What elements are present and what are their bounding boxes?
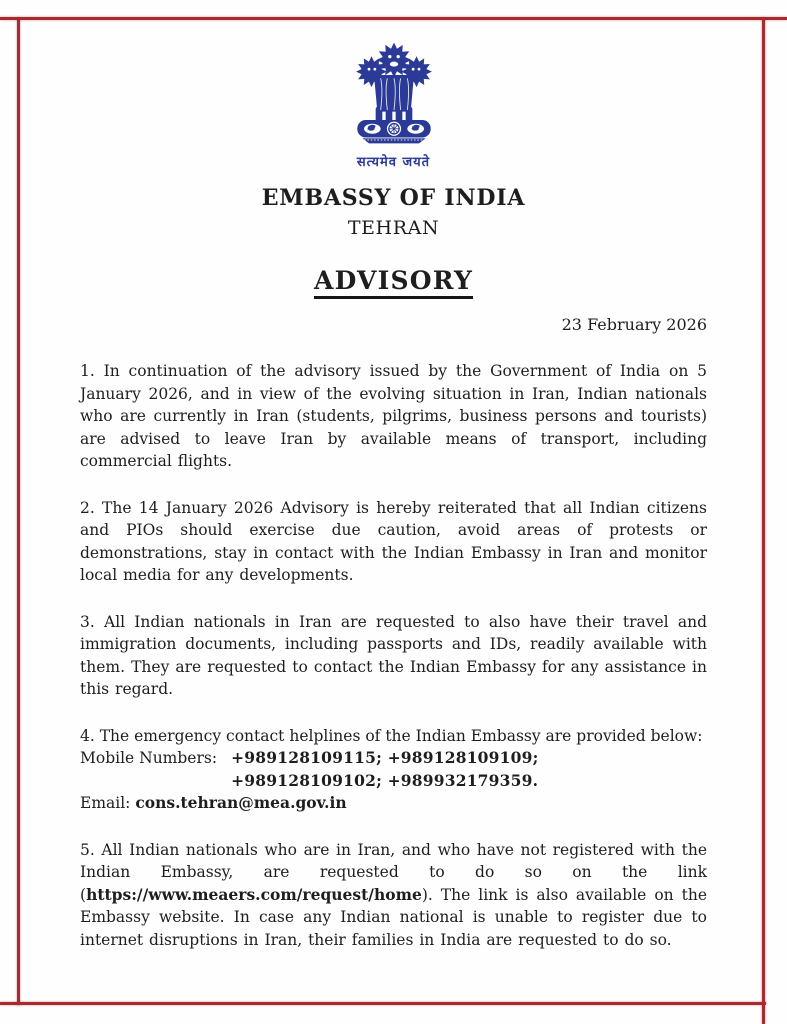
mobile-numbers-list [231, 747, 538, 792]
paragraph-1: 1. In continuation of the advisory issued by the Government of India on 5 January 2026, and in view of the evolving situation in Iran, Indian nationals who are currently in Iran (students, pilgrims, business persons and tourists) are advised to leave Iran by available means of transport, including commercial flights. [80, 362, 707, 470]
frame-border-bottom [0, 1002, 766, 1005]
embassy-title: EMBASSY OF INDIA [261, 185, 526, 211]
embassy-location: TEHRAN [347, 217, 440, 239]
frame-border-top [0, 17, 787, 20]
mobile-numbers-row [80, 747, 707, 792]
contact-intro: 4. The emergency contact helplines of the Indian Embassy are provided below: [80, 726, 703, 745]
advisory-date: 23 February 2026 [561, 315, 707, 334]
paragraph-5 [80, 839, 707, 952]
frame-border-left [17, 18, 20, 1005]
contact-section [80, 725, 707, 815]
lion-capital-icon [344, 30, 444, 150]
registration-text-before: 5. All Indian nationals who are in Iran, and who have not registered with the Indian Embassy, are requested to do so on the link ( [80, 840, 707, 904]
email-address: cons.tehran@mea.gov.in [135, 793, 347, 812]
emblem-of-india [80, 22, 707, 170]
paragraph-3: 3. All Indian nationals in Iran are requested to also have their travel and immigration documents, including passports and IDs, readily available with them. They are requested to contact the Indian Embassy for any assistance in this regard. [80, 612, 707, 698]
registration-link: https://www.meaers.com/request/home [86, 884, 422, 904]
mobile-numbers-line1: +989128109115; +989128109109; [231, 748, 539, 767]
email-label: Email: [80, 794, 131, 812]
mobile-numbers-line2: +989128109102; +989932179359. [231, 770, 539, 790]
emblem-motto: सत्यमेव जयते [356, 155, 431, 170]
advisory-heading-wrap [80, 266, 707, 299]
paragraph-2: 2. The 14 January 2026 Advisory is hereby reiterated that all Indian citizens and PIOs should exercise due caution, avoid areas of protests or demonstrations, stay in contact with the Indian Embassy in Iran and monitor local media for any developments. [80, 498, 707, 584]
mobile-numbers-label: Mobile Numbers: [80, 749, 218, 767]
document-content [80, 22, 707, 951]
registration-text-after: ). The link is also available on the Embassy website. In case any Indian national is unable to register due to internet disruptions in Iran, their families in India are requested to do so. [80, 885, 707, 949]
email-row [80, 792, 707, 815]
advisory-heading: ADVISORY [314, 266, 473, 299]
frame-border-right [762, 18, 765, 1024]
